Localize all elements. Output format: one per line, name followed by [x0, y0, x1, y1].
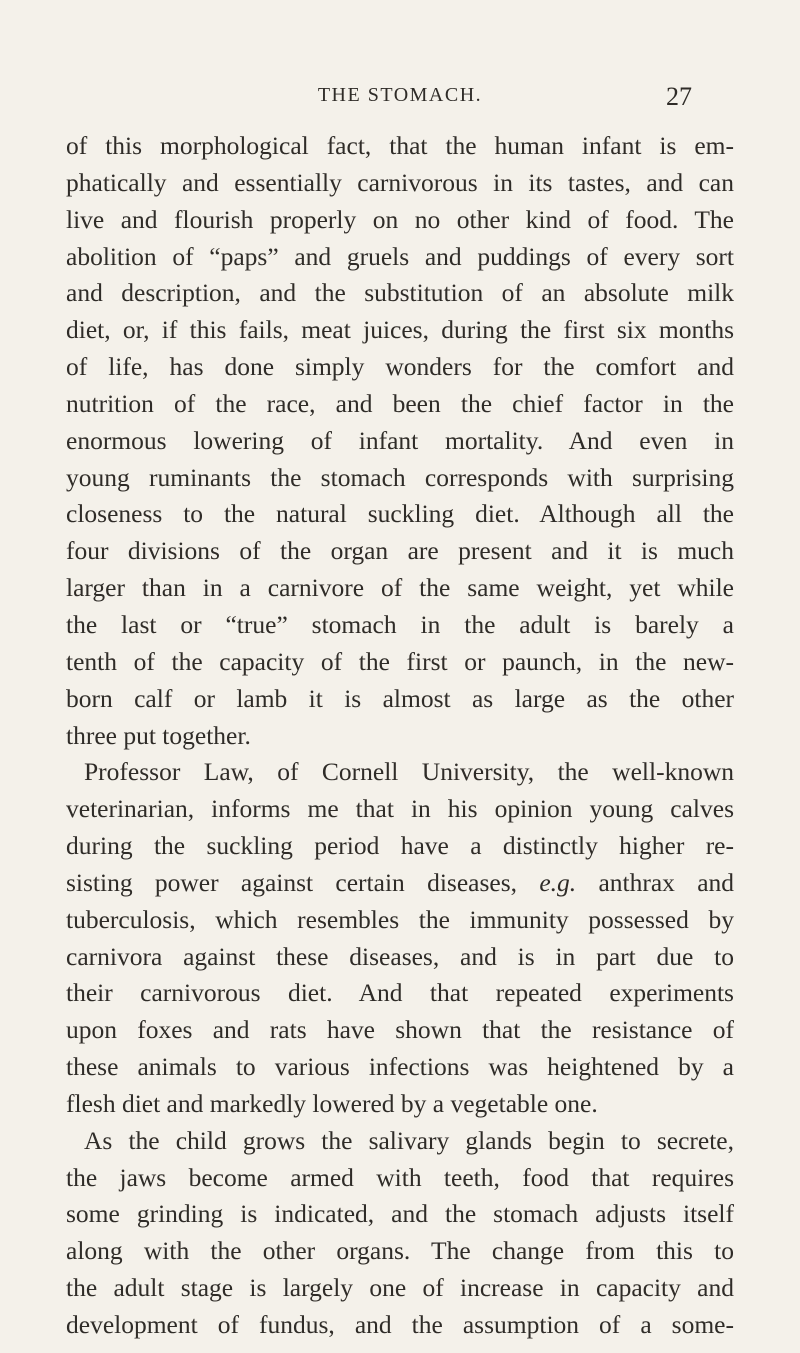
- text-fragment: sisting power against certain diseases,: [66, 867, 518, 897]
- text-line: carnivora against these diseases, and is in part due to: [66, 941, 734, 971]
- text-line: and description, and the substitution of an absolute milk: [66, 278, 734, 308]
- text-line: the last or “true” stomach in the adult is barely a: [66, 609, 734, 639]
- text-line: these animals to various infections was heightened by a: [66, 1052, 734, 1082]
- text-line-paragraph-end: flesh diet and markedly lowered by a vegetable one.: [66, 1088, 598, 1118]
- text-line: nutrition of the race, and been the chief factor in the: [66, 388, 734, 418]
- text-line: the adult stage is largely one of increase in capacity and: [66, 1273, 734, 1303]
- running-title: THE STOMACH.: [317, 84, 483, 106]
- text-line: the jaws become armed with teeth, food that requires: [66, 1162, 734, 1192]
- text-line: live and flourish properly on no other kind of food. The: [66, 204, 734, 234]
- italic-abbreviation: e.g.: [539, 867, 577, 897]
- text-line: born calf or lamb it is almost as large as the other: [66, 683, 734, 713]
- text-line: some grinding is indicated, and the stomach adjusts itself: [66, 1199, 734, 1229]
- page-number: 27: [666, 82, 692, 111]
- text-line: closeness to the natural suckling diet. Although all the: [66, 499, 734, 529]
- text-line: of life, has done simply wonders for the comfort and: [66, 352, 734, 382]
- text-line: veterinarian, informs me that in his opinion young calves: [66, 794, 734, 824]
- text-line: tenth of the capacity of the first or paunch, in the new-: [66, 646, 734, 676]
- text-line: of this morphological fact, that the human infant is em-: [66, 131, 734, 160]
- text-line: during the suckling period have a distinctly higher re-: [66, 831, 734, 861]
- text-line: development of fundus, and the assumption of a some-: [66, 1310, 734, 1339]
- text-line: enormous lowering of infant mortality. And even in: [66, 425, 734, 455]
- text-line: diet, or, if this fails, meat juices, during the first six months: [66, 315, 734, 345]
- text-line: upon foxes and rats have shown that the resistance of: [66, 1015, 734, 1045]
- text-line: tuberculosis, which resembles the immunity possessed by: [66, 904, 734, 934]
- text-line: young ruminants the stomach corresponds with surprising: [66, 462, 734, 492]
- text-fragment: anthrax and: [598, 867, 735, 897]
- running-header: [0, 84, 800, 114]
- text-line: four divisions of the organ are present and it is much: [66, 536, 734, 566]
- text-line: their carnivorous diet. And that repeated experiments: [66, 978, 734, 1008]
- text-line-paragraph-end: three put together.: [66, 720, 251, 750]
- text-line: along with the other organs. The change from this to: [66, 1236, 734, 1266]
- text-line: phatically and essentially carnivorous in its tastes, and can: [66, 167, 734, 197]
- body-text: [66, 128, 734, 1344]
- text-line-with-italic: [66, 865, 734, 902]
- text-line: abolition of “paps” and gruels and puddings of every sort: [66, 241, 734, 271]
- text-line: larger than in a carnivore of the same weight, yet while: [66, 573, 734, 603]
- text-line-paragraph-start: Professor Law, of Cornell University, the well-known: [84, 757, 734, 787]
- text-line-paragraph-start: As the child grows the salivary glands begin to secrete,: [84, 1125, 734, 1155]
